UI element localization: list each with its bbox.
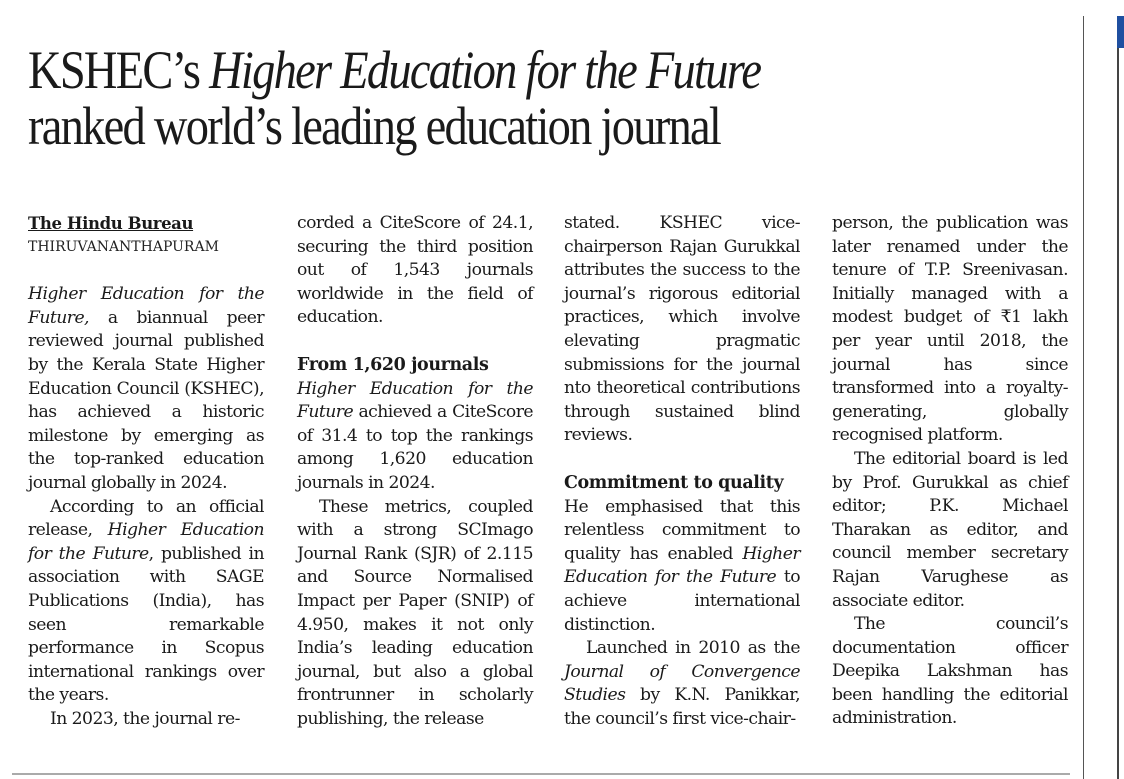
article-column-1 [28,212,264,731]
paragraph [564,637,800,731]
paragraph: The council’s documentation officer Deepika Lakshman has been handling the editorial administration. [832,614,1068,729]
adjacent-article-accent [1117,16,1124,48]
subhead: From 1,620 journals [297,354,489,375]
paragraph: The editorial board is led by Prof. Gurukkal as chief editor; P.K. Michael Tharakan as editor, and council member secretary Rajan Varughese as associate editor. [832,448,1068,611]
paragraph-text: According to an official release, [28,496,264,541]
journal-former-title-italic: Journal of Convergence Studies [564,661,800,706]
paragraph [297,378,533,496]
paragraph: stated. KSHEC vice-chairperson Rajan Gurukkal attributes the success to the journal’s rigorous editorial practices, which involve elevating pragmatic submissions for the journal nto theoretical contributions through sustained blind reviews. [564,213,800,446]
paragraph-text: , published in association with SAGE Publications (India), has seen remarkable performance in Scopus international rankings over the years. [28,543,264,706]
journal-title-italic: Higher Education for the Future [297,378,533,423]
paragraph: corded a CiteScore of 24.1, securing the third position out of 1,543 journals worldwide in the field of education. [297,213,533,328]
byline[interactable]: The Hindu Bureau [28,214,194,233]
paragraph-text: achieved a CiteScore of 31.4 to top the rankings among 1,620 education journals in 2024. [297,402,533,493]
paragraph-text: He emphasised that this relentless commitment to quality has enabled [564,496,800,564]
paragraph-text: a biannual peer reviewed journal published by the Kerala State Higher Education Council (KSHEC), has achieved a historic milestone by emerging as the top-ranked education journal globally in 2024. [28,307,264,493]
paragraph: person, the publication was later renamed under the tenure of T.P. Sreenivasan. Initially managed with a modest budget of ₹1 lakh per year until 2018, the journal has since transformed into a royalty-generating, globally recognised platform. [832,213,1068,446]
paragraph [28,283,264,495]
headline-journal-title: Higher Education for the Future [209,40,761,100]
paragraph-text: to achieve international distinction. [564,567,801,635]
paragraph-text: by K.N. Panikkar, the council’s first vice-chair- [564,685,800,729]
subhead: Commitment to quality [564,472,784,493]
dateline: THIRUVANANTHAPURAM [28,238,219,255]
column-divider [1083,16,1084,779]
paragraph: These metrics, coupled with a strong SCImago Journal Rank (SJR) of 2.115 and Source Normalised Impact per Paper (SNIP) of 4.950, makes it not only India’s leading education journal, but also a global frontrunner in scholarly publishing, the release [297,496,533,729]
journal-title-italic: Higher Education for the Future [28,520,264,564]
article-column-4 [832,212,1068,731]
journal-title-italic: Higher Education for the Future, [28,284,264,328]
page-edge-border [1117,16,1119,779]
paragraph [28,496,264,708]
article-column-3 [564,212,800,731]
paragraph: In 2023, the journal re- [50,708,240,729]
headline-line-1 [28,42,914,98]
bottom-rule-extended [12,773,1070,775]
journal-title-italic: Higher Education for the Future [564,543,800,588]
article-column-2 [297,212,533,731]
paragraph [564,496,800,638]
headline [28,42,914,154]
headline-line-2: ranked world’s leading education journal [28,96,721,156]
paragraph-text: Launched in 2010 as the [586,638,800,659]
headline-prefix: KSHEC’s [28,40,210,100]
